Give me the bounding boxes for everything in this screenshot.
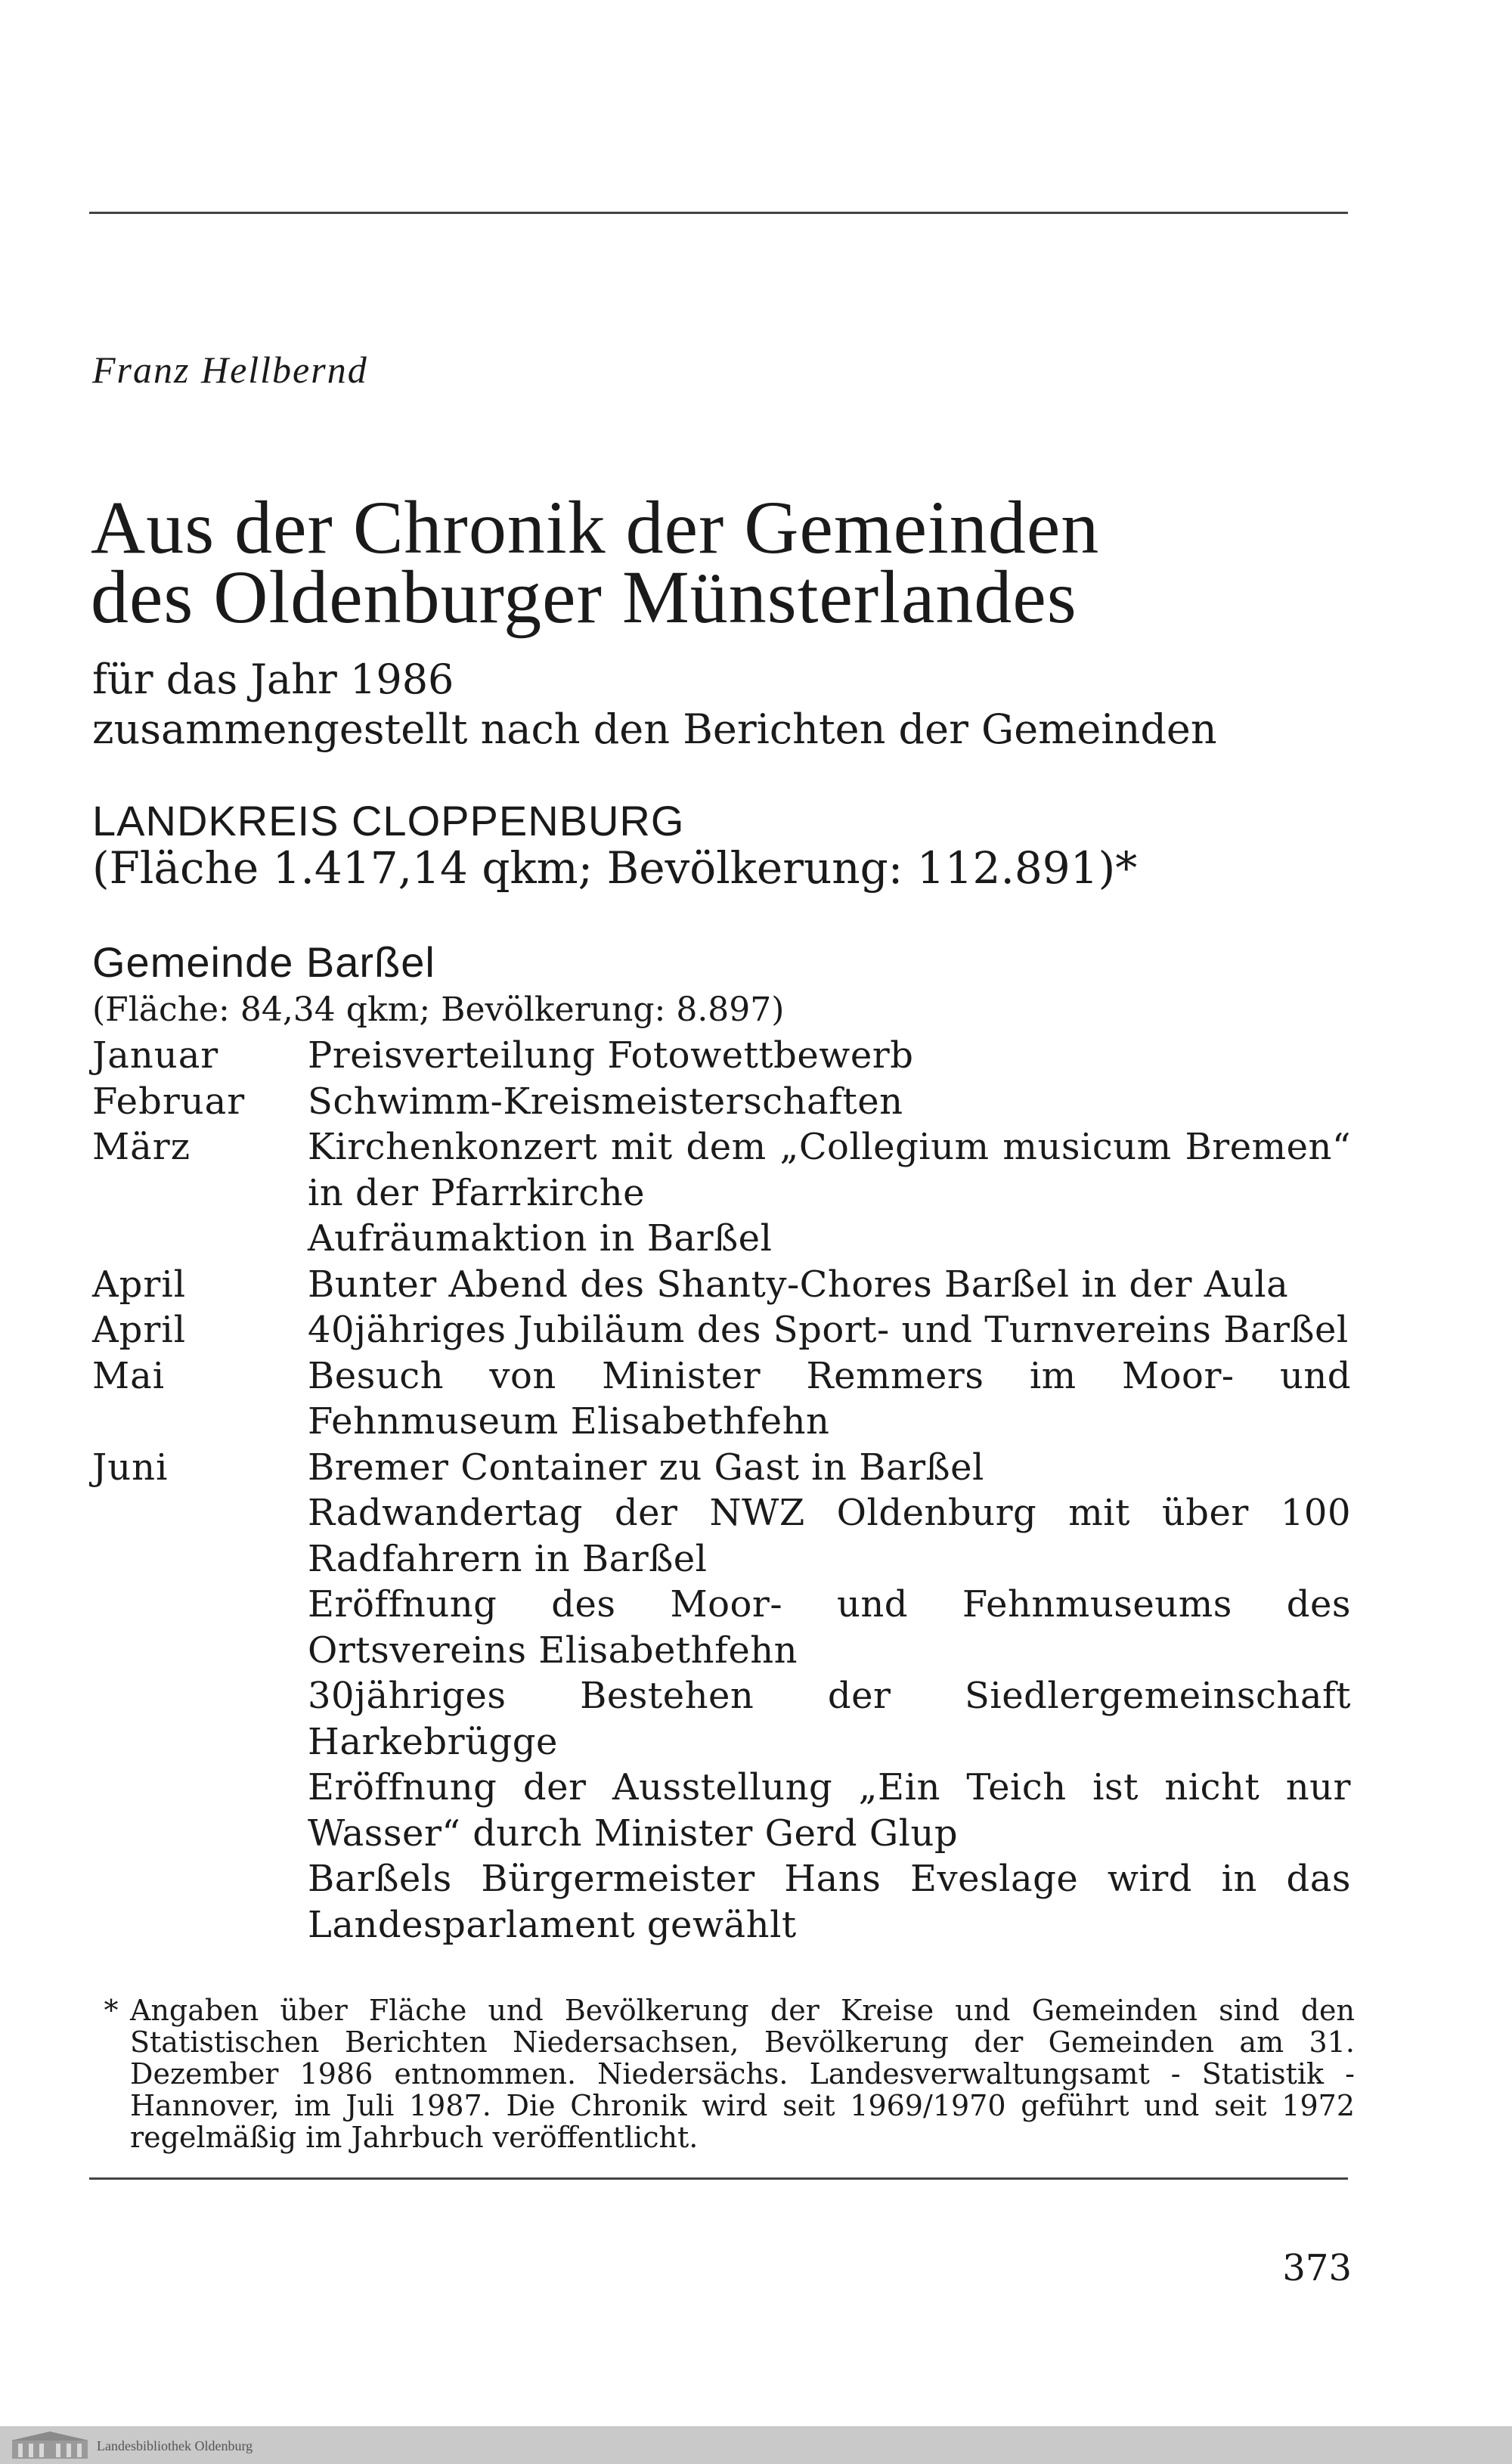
entry-month	[92, 1490, 308, 1582]
entry-month	[92, 1856, 308, 1948]
entry-month: Mai	[92, 1354, 166, 1397]
entry-month: April	[92, 1263, 187, 1306]
chronicle-entry	[92, 1765, 1351, 1856]
library-building-icon	[11, 2430, 89, 2460]
chronicle-entry	[92, 1124, 1351, 1216]
author-name: Franz Hellbernd	[92, 349, 368, 391]
entry-event: 30jähriges Bestehen der Siedlergemeinschaft Harkebrügge	[308, 1675, 1351, 1763]
entry-event: Besuch von Minister Remmers im Moor- und Fehnmuseum Elisabethfehn	[308, 1354, 1351, 1443]
entry-event: Eröffnung des Moor- und Fehnmuseums des Ortsvereins Elisabethfehn	[308, 1583, 1351, 1672]
district-heading	[92, 797, 1377, 894]
gemeinde-stats: (Fläche: 84,34 qkm; Bevölkerung: 8.897)	[92, 990, 785, 1029]
title-line: Aus der Chronik der Gemeinden	[91, 485, 1100, 569]
page-number: 373	[1282, 2247, 1352, 2289]
footnote-marker: *	[104, 1994, 119, 2027]
subtitle-line: für das Jahr 1986	[92, 656, 454, 703]
entry-month: Januar	[92, 1034, 219, 1077]
chronicle-entry	[92, 1856, 1351, 1948]
chronicle-entry	[92, 1582, 1351, 1673]
district-stats: (Fläche 1.417,14 qkm; Bevölkerung: 112.891)*	[92, 842, 1138, 894]
chronicle-entry	[92, 1353, 1351, 1445]
article-title	[91, 485, 1376, 639]
top-rule	[89, 212, 1348, 214]
district-name: LANDKREIS CLOPPENBURG	[92, 797, 685, 845]
entry-month	[92, 1582, 308, 1673]
entry-month	[92, 1673, 308, 1765]
subtitle-line: zusammengestellt nach den Berichten der Gemeinden	[92, 705, 1217, 753]
chronicle-entry	[92, 1307, 1351, 1353]
chronicle-entry	[92, 1033, 1351, 1079]
chronicle-entry	[92, 1262, 1351, 1308]
entry-event: Kirchenkonzert mit dem „Collegium musicum Bremen“ in der Pfarrkirche	[308, 1126, 1351, 1214]
entry-month: Februar	[92, 1080, 246, 1123]
entry-month	[92, 1765, 308, 1856]
entry-event: Schwimm-Kreismeisterschaften	[308, 1080, 903, 1123]
entry-event: Radwandertag der NWZ Oldenburg mit über 100 Radfahrern in Barßel	[308, 1492, 1351, 1580]
article-subtitle	[92, 655, 1377, 755]
entry-event: Preisverteilung Fotowettbewerb	[308, 1034, 914, 1077]
entry-month: März	[92, 1126, 191, 1168]
entry-month: Juni	[92, 1446, 169, 1489]
footnote-text: Angaben über Fläche und Bevölkerung der Kreise und Gemeinden sind den Statistischen Berichten Niedersachsen, Bevölkerung der Gemeinden am 31. Dezember 1986 entnommen. Niedersächs. Landesverwaltungsamt - Statistik - Hannover, im Juli 1987. Die Chronik wird seit 1969/1970 geführt und seit 1972 regelmäßig im Jahrbuch veröffentlicht.	[130, 1994, 1355, 2154]
entry-month	[92, 1216, 308, 1262]
footer-library-name: Landesbibliothek Oldenburg	[97, 2438, 253, 2453]
entry-event: Bunter Abend des Shanty-Chores Barßel in der Aula	[308, 1263, 1289, 1306]
chronicle-list	[92, 1033, 1351, 1948]
footnote	[92, 1994, 1355, 2153]
chronicle-entry	[92, 1673, 1351, 1765]
entry-month: April	[92, 1309, 187, 1351]
entry-event: Bremer Container zu Gast in Barßel	[308, 1446, 984, 1489]
chronicle-entry	[92, 1490, 1351, 1582]
chronicle-entry	[92, 1079, 1351, 1125]
entry-event: 40jähriges Jubiläum des Sport- und Turnvereins Barßel	[308, 1309, 1349, 1351]
chronicle-entry	[92, 1216, 1351, 1262]
gemeinde-name: Gemeinde Barßel	[92, 938, 435, 986]
entry-event: Barßels Bürgermeister Hans Eveslage wird in das Landesparlament gewählt	[308, 1858, 1351, 1946]
bottom-rule	[89, 2177, 1348, 2180]
entry-event: Aufräumaktion in Barßel	[308, 1217, 773, 1260]
title-line: des Oldenburger Münsterlandes	[91, 555, 1077, 639]
entry-event: Eröffnung der Ausstellung „Ein Teich ist nicht nur Wasser“ durch Minister Gerd Glup	[308, 1766, 1351, 1855]
chronicle-entry	[92, 1445, 1351, 1491]
